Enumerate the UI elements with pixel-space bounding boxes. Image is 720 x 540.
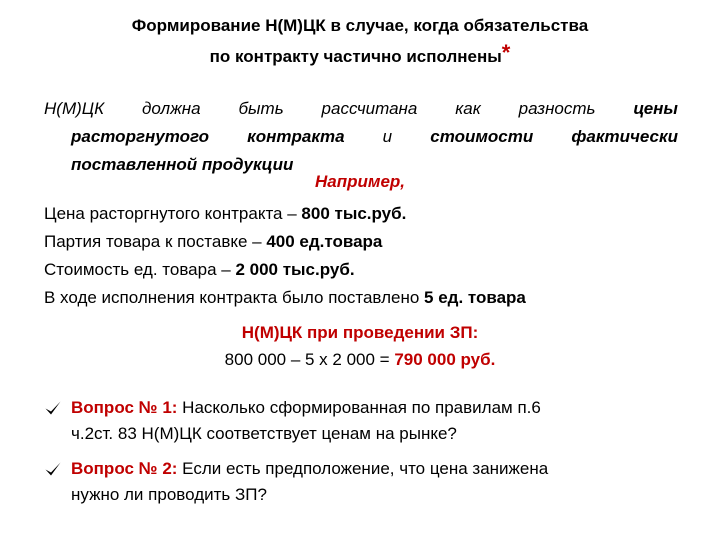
fact-label: Стоимость ед. товара –: [44, 260, 236, 279]
definition-word: как: [455, 99, 481, 118]
definition-word-emphasis: контракта: [247, 127, 345, 146]
definition-word: Н(М)ЦК: [44, 99, 105, 118]
calculation-formula: [0, 350, 720, 370]
fact-value: 5 ед. товара: [424, 288, 526, 307]
definition-word-emphasis: цены: [633, 99, 678, 118]
definition-line-1: [44, 95, 678, 123]
definition-word: должна: [142, 99, 201, 118]
fact-unit-cost: [44, 256, 684, 284]
definition-line-2: [44, 123, 678, 151]
question-1: [44, 395, 684, 447]
question-2: [44, 456, 684, 508]
title-line-2: [40, 39, 680, 70]
fact-value: 400 ед.товара: [266, 232, 383, 251]
asterisk-mark: *: [501, 40, 511, 65]
title-line-2-text: по контракту частично исполнены: [209, 47, 502, 66]
title-line-1: Формирование Н(М)ЦК в случае, когда обязательства: [131, 16, 589, 35]
definition-word-emphasis: расторгнутого: [71, 127, 210, 146]
question-2-label: Вопрос № 2:: [71, 459, 178, 478]
question-1-body: Насколько сформированная по правилам п.6: [177, 398, 541, 417]
definition-word: рассчитана: [321, 99, 418, 118]
definition-word: и: [382, 127, 393, 146]
example-heading: Например,: [314, 172, 406, 191]
slide-title: [40, 12, 680, 70]
example-facts: [44, 200, 684, 312]
definition-word: разность: [518, 99, 596, 118]
fact-batch-size: [44, 228, 684, 256]
fact-label: Цена расторгнутого контракта –: [44, 204, 302, 223]
definition-paragraph: [44, 95, 678, 179]
calculation-heading: Н(М)ЦК при проведении ЗП:: [241, 323, 479, 342]
definition-word-emphasis: поставленной продукции: [71, 155, 294, 174]
question-1-label: Вопрос № 1:: [71, 398, 178, 417]
check-mark-icon: [44, 399, 62, 417]
definition-word-emphasis: фактически: [571, 127, 678, 146]
definition-word: быть: [238, 99, 284, 118]
definition-word-emphasis: стоимости: [430, 127, 534, 146]
question-2-body: Если есть предположение, что цена занижена: [177, 459, 549, 478]
fact-value: 2 000 тыс.руб.: [235, 260, 355, 279]
question-2-text: [71, 456, 684, 508]
fact-label: В ходе исполнения контракта было поставлено: [44, 288, 425, 307]
fact-contract-price: [44, 200, 684, 228]
formula-text: 800 000 – 5 х 2 000 =: [224, 350, 395, 369]
fact-value: 800 тыс.руб.: [301, 204, 407, 223]
question-1-line-2: ч.2ст. 83 Н(М)ЦК соответствует ценам на рынке?: [71, 424, 457, 443]
question-2-line-1: [71, 456, 684, 482]
question-1-line-1: [71, 395, 684, 421]
question-2-line-2: нужно ли проводить ЗП?: [71, 485, 267, 504]
fact-delivered: [44, 284, 684, 312]
check-mark-icon: [44, 460, 62, 478]
formula-result: 790 000 руб.: [394, 350, 496, 369]
fact-label: Партия товара к поставке –: [44, 232, 267, 251]
question-1-text: [71, 395, 684, 447]
